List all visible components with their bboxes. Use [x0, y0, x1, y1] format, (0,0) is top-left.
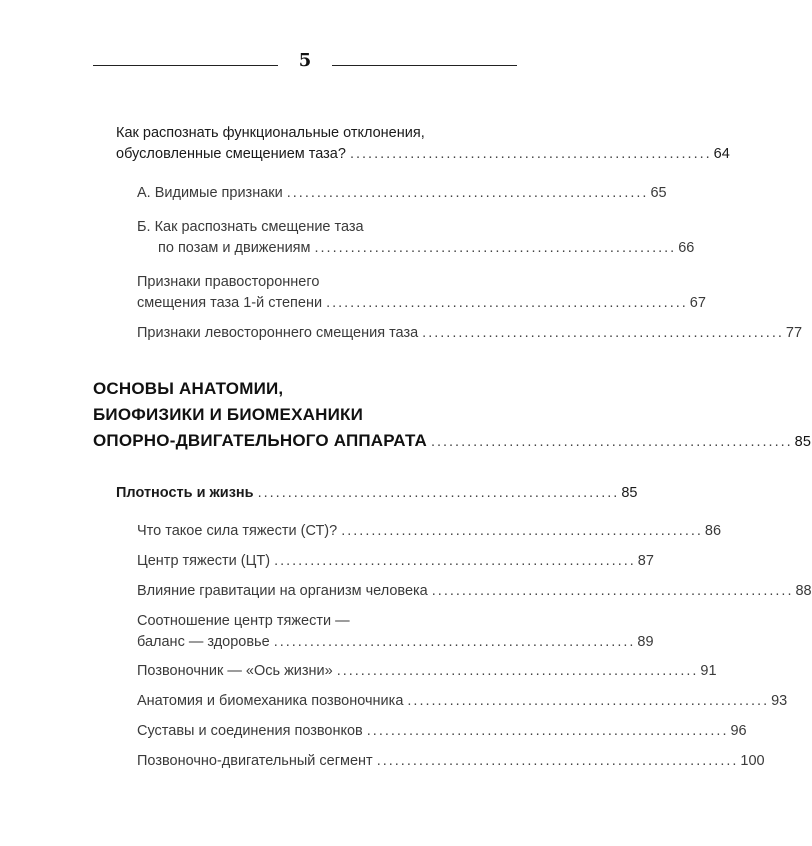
- toc-entry-recognize-by-poses[interactable]: [137, 217, 695, 259]
- toc-page-number: 91: [700, 663, 717, 679]
- toc-entry-title-line: смещения таза 1-й степени: [137, 295, 323, 311]
- toc-entry-title: Суставы и соединения позвонков: [137, 723, 363, 739]
- toc-page-number: 67: [689, 295, 706, 311]
- toc-entry-joints[interactable]: [137, 721, 747, 742]
- toc-page-number: 89: [637, 634, 654, 650]
- dot-leader: ............................................................: [366, 723, 729, 739]
- toc-entry-title-line: обусловленные смещением таза?: [116, 146, 346, 162]
- toc-page-number: 86: [704, 523, 722, 539]
- dot-leader: ............................................................: [274, 553, 636, 569]
- dot-leader: ............................................................: [326, 295, 688, 311]
- toc-entry-balance-health[interactable]: [137, 611, 654, 653]
- toc-entry-title: Анатомия и биомеханика позвоночника: [137, 693, 404, 709]
- dot-leader: ............................................................: [431, 583, 794, 599]
- toc-section-title-line: ОПОРНО-ДВИГАТЕЛЬНОГО АППАРАТА: [93, 431, 427, 450]
- toc-page-number: 85: [621, 485, 638, 501]
- toc-entry-title: Позвоночник — «Ось жизни»: [137, 663, 333, 679]
- toc-entry-spine-biomechanics[interactable]: [137, 691, 788, 712]
- toc-page-number: 96: [730, 723, 747, 739]
- toc-entry-title-line: Как распознать функциональные отклонения,: [116, 125, 425, 141]
- toc-entry-motion-segment[interactable]: [137, 751, 765, 772]
- dot-leader: ............................................................: [341, 523, 703, 539]
- dot-leader: ............................................................: [286, 185, 649, 201]
- header-rule-left: [93, 65, 278, 66]
- toc-entry-gravity-force[interactable]: [137, 521, 722, 542]
- dot-leader: ............................................................: [349, 146, 712, 162]
- toc-entry-title: Влияние гравитации на организм человека: [137, 583, 428, 599]
- toc-page-number: 64: [713, 146, 730, 162]
- dot-leader: ............................................................: [273, 634, 636, 650]
- toc-entry-visible-signs[interactable]: [137, 183, 667, 204]
- dot-leader: ............................................................: [422, 325, 784, 341]
- toc-page-number: 88: [795, 583, 812, 599]
- toc-entry-title-line: Соотношение центр тяжести —: [137, 613, 350, 629]
- dot-leader: ............................................................: [376, 753, 739, 769]
- toc-entry-right-displacement[interactable]: [137, 272, 706, 314]
- toc-page-number: 65: [650, 185, 667, 201]
- toc-section-title-line: БИОФИЗИКИ И БИОМЕХАНИКИ: [93, 405, 363, 424]
- toc-section-anatomy-basics[interactable]: [93, 376, 812, 455]
- toc-page-number: 93: [771, 693, 788, 709]
- toc-entry-title-line: по позам и движениям: [158, 240, 311, 256]
- toc-entry-title-line: баланс — здоровье: [137, 634, 270, 650]
- toc-page-number: 85: [794, 434, 812, 450]
- toc-entry-title: Плотность и жизнь: [116, 485, 254, 501]
- toc-entry-title: Позвоночно-двигательный сегмент: [137, 753, 373, 769]
- toc-entry-title-line: Б. Как распознать смещение таза: [137, 219, 364, 235]
- toc-entry-density-and-life[interactable]: [116, 483, 638, 504]
- toc-entry-title: Что такое сила тяжести (СТ)?: [137, 523, 338, 539]
- toc-entry-title: Признаки левостороннего смещения таза: [137, 325, 419, 341]
- toc-page-number: 100: [740, 753, 765, 769]
- toc-page-number: 77: [785, 325, 803, 341]
- toc-entry-title: А. Видимые признаки: [137, 185, 283, 201]
- toc-entry-center-of-gravity[interactable]: [137, 551, 654, 572]
- toc-entry-title: Центр тяжести (ЦТ): [137, 553, 271, 569]
- toc-entry-pelvis-deviations[interactable]: [116, 123, 730, 165]
- dot-leader: ............................................................: [407, 693, 770, 709]
- toc-section-title-line: ОСНОВЫ АНАТОМИИ,: [93, 379, 284, 398]
- dot-leader: ............................................................: [257, 485, 620, 501]
- dot-leader: ............................................................: [336, 663, 699, 679]
- toc-page-number: 87: [637, 553, 654, 569]
- toc-page-number: 66: [678, 240, 695, 256]
- toc-entry-left-displacement[interactable]: [137, 323, 803, 344]
- toc-entry-gravity-influence[interactable]: [137, 581, 812, 602]
- header-rule-right: [332, 65, 517, 66]
- toc-entry-title-line: Признаки правостороннего: [137, 274, 320, 290]
- dot-leader: ............................................................: [430, 434, 793, 450]
- toc-entry-spine-axis[interactable]: [137, 661, 717, 682]
- page-number: 5: [298, 50, 312, 71]
- dot-leader: ............................................................: [314, 240, 677, 256]
